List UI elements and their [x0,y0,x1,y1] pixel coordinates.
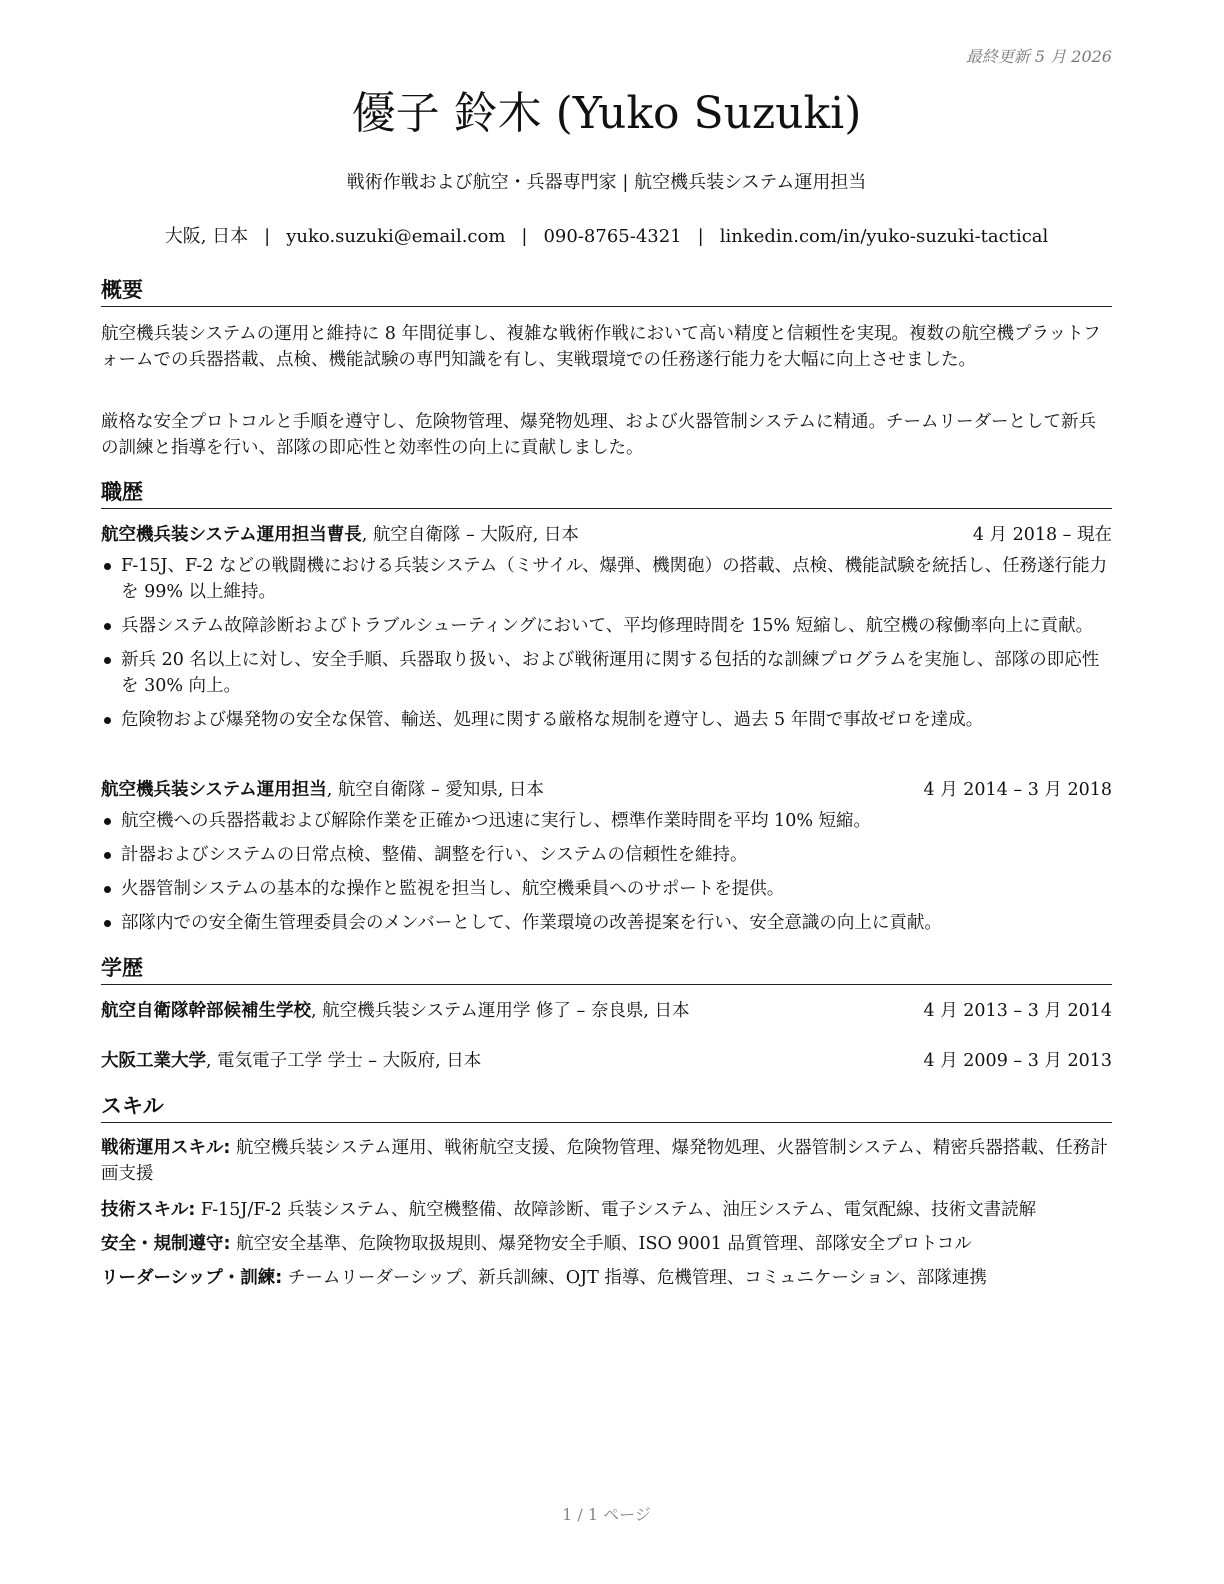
contact-linkedin[interactable]: linkedin.com/in/yuko-suzuki-tactical [719,226,1049,247]
summary-paragraph: 航空機兵装システムの運用と維持に 8 年間従事し、複雑な戦術作戦において高い精度と信頼性を実現。複数の航空機プラットフォームでの兵器搭載、点検、機能試験の専門知識を有し、実戦環境での任務遂行能力を大幅に向上させました。 [101,324,1101,370]
skill-line [101,1135,1112,1187]
list-item: 危険物および爆発物の安全な保管、輸送、処理に関する厳格な規制を遵守し、過去 5 年間で事故ゼロを達成。 [101,707,1112,733]
contact-separator: | [697,226,704,247]
contact-phone[interactable]: 090-8765-4321 [543,226,682,247]
job-dates: 4 月 2018 – 現在 [972,525,1112,545]
list-item: 計器およびシステムの日常点検、整備、調整を行い、システムの信頼性を維持。 [101,842,1112,868]
summary-paragraph: 厳格な安全プロトコルと手順を遵守し、危険物管理、爆発物処理、および火器管制システムに精通。チームリーダーとして新兵の訓練と指導を行い、部隊の即応性と効率性の向上に貢献しました。 [101,412,1097,458]
contact-separator: | [521,226,528,247]
education-entry [101,1048,1112,1074]
list-item: 部隊内での安全衛生管理委員会のメンバーとして、作業環境の改善提案を行い、安全意識の向上に貢献。 [101,910,1112,936]
section-title-skills: スキル [101,1092,1112,1123]
section-title-education: 学歴 [101,954,1112,985]
resume-page [101,0,1112,1584]
last-updated: 最終更新 5 月 2026 [965,47,1112,66]
education-detail: , 航空機兵装システム運用学 修了 – 奈良県, 日本 [311,1001,690,1021]
job-bullets [101,808,1112,944]
skill-line [101,1197,1112,1223]
job-org: , 航空自衛隊 – 愛知県, 日本 [326,780,544,800]
skill-line [101,1231,1112,1257]
skill-line [101,1265,1112,1291]
education-detail: , 電気電子工学 学士 – 大阪府, 日本 [206,1051,482,1071]
contact-line [101,224,1112,250]
job-role: 航空機兵装システム運用担当曹長 [101,525,362,545]
list-item: 航空機への兵器搭載および解除作業を正確かつ迅速に実行し、標準作業時間を平均 10% 短縮。 [101,808,1112,834]
skill-label: 戦術運用スキル: [101,1138,231,1158]
skill-value: F-15J/F-2 兵装システム、航空機整備、故障診断、電子システム、油圧システム、電気配線、技術文書読解 [195,1200,1037,1220]
job-org: , 航空自衛隊 – 大阪府, 日本 [361,525,579,545]
list-item: 火器管制システムの基本的な操作と監視を担当し、航空機乗員へのサポートを提供。 [101,876,1112,902]
job-header [101,522,1112,548]
list-item: F-15J、F-2 などの戦闘機における兵装システム（ミサイル、爆弾、機関砲）の搭載、点検、機能試験を統括し、任務遂行能力を 99% 以上維持。 [101,553,1112,605]
job-bullets [101,553,1112,741]
skill-label: 安全・規制遵守: [101,1234,231,1254]
list-item: 兵器システム故障診断およびトラブルシューティングにおいて、平均修理時間を 15% 短縮し、航空機の稼働率向上に貢献。 [101,613,1112,639]
section-title-summary: 概要 [101,276,1112,307]
skill-label: 技術スキル: [101,1200,196,1220]
education-school: 大阪工業大学 [101,1051,206,1071]
contact-separator: | [264,226,271,247]
skill-value: チームリーダーシップ、新兵訓練、OJT 指導、危機管理、コミュニケーション、部隊連携 [282,1268,987,1288]
section-title-experience: 職歴 [101,478,1112,509]
contact-location: 大阪, 日本 [164,226,249,247]
page-number: 1 / 1 ページ [562,1505,651,1524]
candidate-name: 優子 鈴木 (Yuko Suzuki) [351,88,862,139]
job-dates: 4 月 2014 – 3 月 2018 [923,780,1112,800]
education-dates: 4 月 2009 – 3 月 2013 [923,1051,1112,1071]
education-dates: 4 月 2013 – 3 月 2014 [923,1001,1112,1021]
list-item: 新兵 20 名以上に対し、安全手順、兵器取り扱い、および戦術運用に関する包括的な訓練プログラムを実施し、部隊の即応性を 30% 向上。 [101,647,1112,699]
contact-email[interactable]: yuko.suzuki@email.com [286,226,506,247]
education-school: 航空自衛隊幹部候補生学校 [101,1001,311,1021]
headline: 戦術作戦および航空・兵器専門家 | 航空機兵装システム運用担当 [346,172,867,193]
skill-label: リーダーシップ・訓練: [101,1268,283,1288]
skill-value: 航空安全基準、危険物取扱規則、爆発物安全手順、ISO 9001 品質管理、部隊安全プロトコル [230,1234,972,1254]
job-header [101,777,1112,803]
education-entry [101,998,1112,1024]
skill-value: 航空機兵装システム運用、戦術航空支援、危険物管理、爆発物処理、火器管制システム、精密兵器搭載、任務計画支援 [101,1138,1108,1184]
job-role: 航空機兵装システム運用担当 [101,780,327,800]
